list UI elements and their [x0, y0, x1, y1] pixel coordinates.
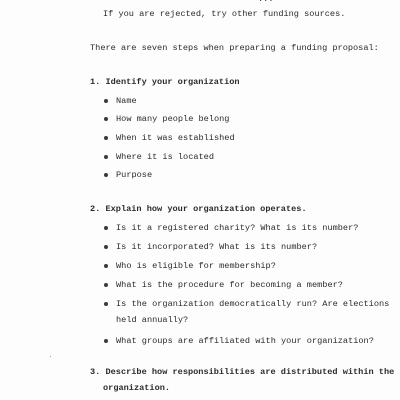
bullet-icon — [104, 264, 108, 268]
page-speck — [50, 356, 51, 357]
list-item: When it was established — [116, 133, 235, 143]
section-2-heading: 2. Explain how your organization operates. — [90, 204, 307, 214]
list-item: Is it incorporated? What is its number? — [116, 242, 318, 252]
bullet-icon — [104, 339, 108, 343]
section-1-heading: 1. Identify your organization — [90, 77, 240, 87]
top-cut-text — [258, 0, 273, 5]
list-item: How many people belong — [116, 114, 230, 124]
bullet-icon — [104, 283, 108, 287]
list-item: What groups are affiliated with your organization? — [116, 336, 374, 346]
bullet-icon — [104, 173, 108, 177]
list-item: Name — [116, 96, 137, 106]
bullet-icon — [104, 117, 108, 121]
list-item: Where it is located — [116, 152, 214, 162]
list-item: Is it a registered charity? What is its number? — [116, 223, 359, 233]
section-3-heading-continuation: organization. — [103, 383, 171, 393]
list-item: Purpose — [116, 170, 153, 180]
rejected-line: If you are rejected, try other funding sources. — [103, 9, 346, 19]
bullet-icon — [104, 226, 108, 230]
section-3-heading: 3. Describe how responsibilities are distributed within the — [90, 367, 395, 377]
bullet-icon — [104, 155, 108, 159]
list-item: What is the procedure for becoming a member? — [116, 280, 343, 290]
list-item: Is the organization democratically run? Are elections — [116, 299, 390, 309]
bullet-icon — [104, 136, 108, 140]
bullet-icon — [104, 99, 108, 103]
bullet-icon — [104, 245, 108, 249]
list-item: Who is eligible for membership? — [116, 261, 276, 271]
bullet-icon — [104, 302, 108, 306]
intro-line: There are seven steps when preparing a funding proposal: — [90, 43, 379, 53]
list-item-continuation: held annually? — [116, 315, 189, 325]
